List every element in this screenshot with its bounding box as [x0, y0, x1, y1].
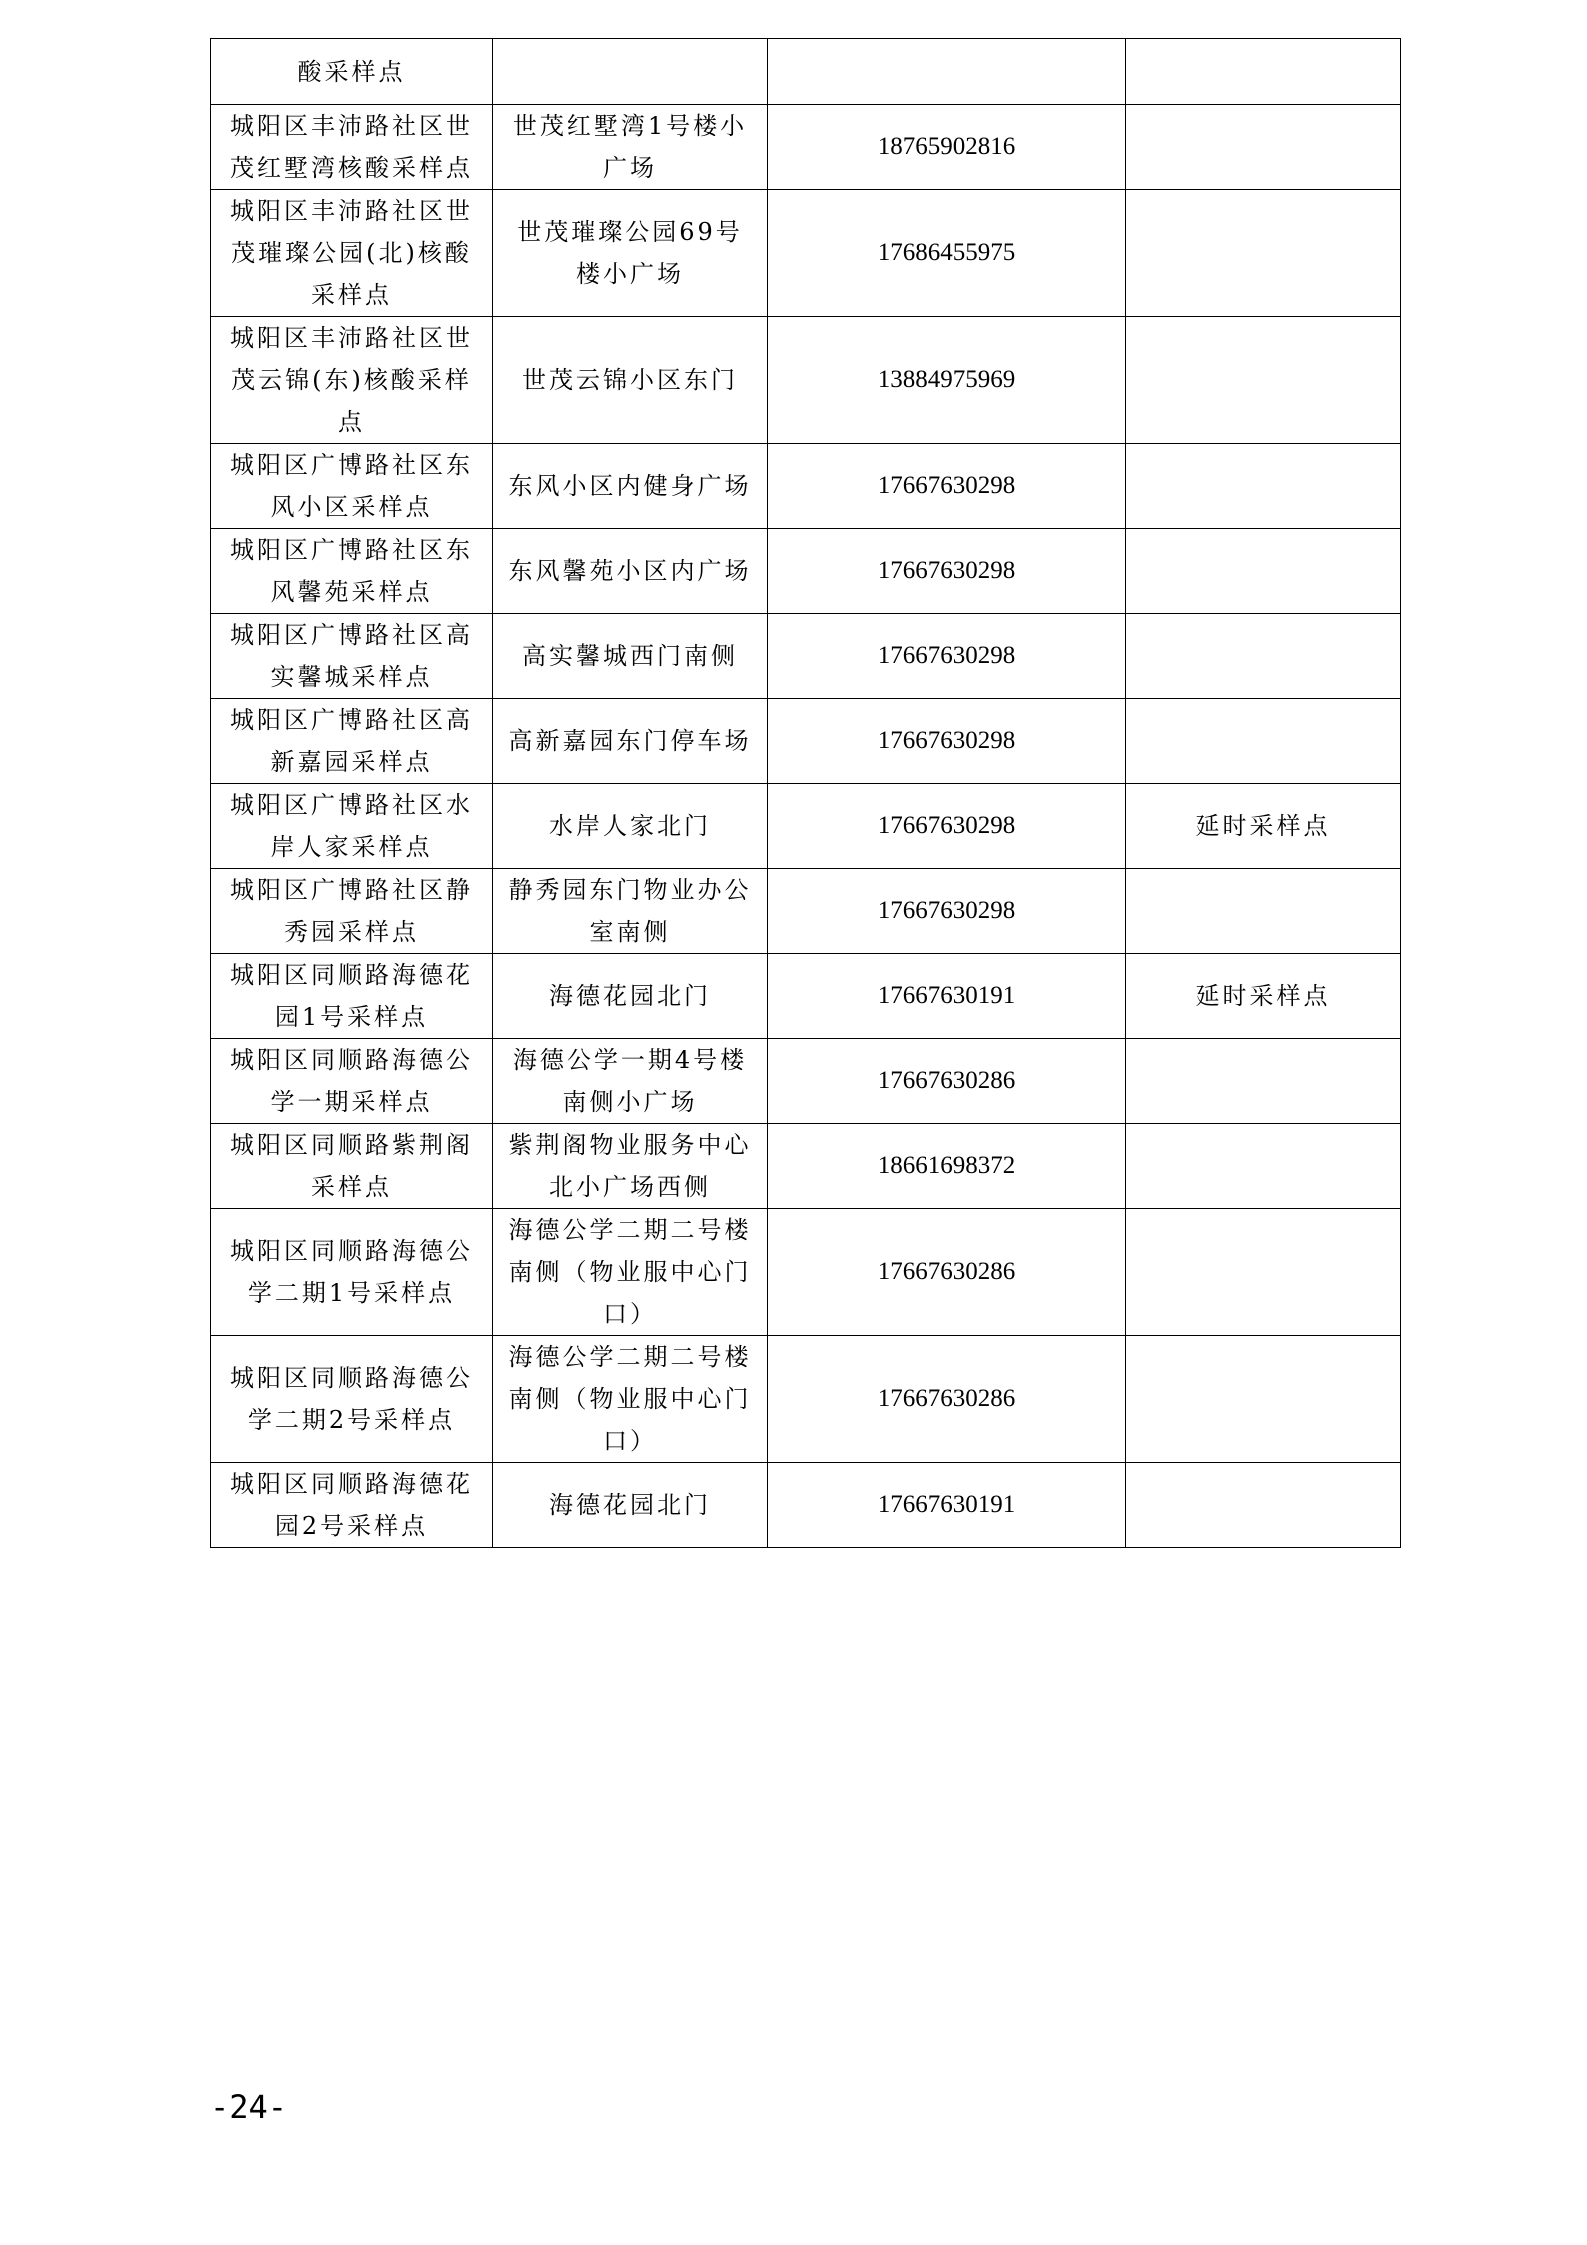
site-address-cell: 东风小区内健身广场 — [493, 444, 768, 529]
site-phone-cell: 17686455975 — [768, 190, 1126, 317]
site-phone-cell: 17667630298 — [768, 614, 1126, 699]
site-name-cell: 城阳区同顺路海德公学一期采样点 — [211, 1039, 493, 1124]
site-address-cell: 世茂红墅湾1号楼小广场 — [493, 105, 768, 190]
table-row — [211, 784, 1401, 869]
site-address-cell: 世茂璀璨公园69号楼小广场 — [493, 190, 768, 317]
table-row — [211, 1209, 1401, 1336]
site-phone-cell: 18765902816 — [768, 105, 1126, 190]
site-name-cell: 城阳区丰沛路社区世茂红墅湾核酸采样点 — [211, 105, 493, 190]
site-note-cell — [1126, 190, 1401, 317]
site-phone-cell: 17667630298 — [768, 444, 1126, 529]
site-address-cell: 紫荆阁物业服务中心北小广场西侧 — [493, 1124, 768, 1209]
site-name-cell: 城阳区广博路社区东风小区采样点 — [211, 444, 493, 529]
site-name-cell: 城阳区丰沛路社区世茂璀璨公园(北)核酸采样点 — [211, 190, 493, 317]
site-note-cell — [1126, 39, 1401, 105]
site-phone-cell: 17667630191 — [768, 1463, 1126, 1548]
page-number: -24- — [210, 2088, 288, 2126]
site-name-cell: 城阳区广博路社区高实馨城采样点 — [211, 614, 493, 699]
table-row — [211, 1336, 1401, 1463]
site-note-cell — [1126, 869, 1401, 954]
site-name-cell: 城阳区同顺路海德公学二期1号采样点 — [211, 1209, 493, 1336]
site-name-cell: 城阳区同顺路海德花园1号采样点 — [211, 954, 493, 1039]
site-name-cell: 城阳区同顺路海德公学二期2号采样点 — [211, 1336, 493, 1463]
site-name-cell: 城阳区丰沛路社区世茂云锦(东)核酸采样点 — [211, 317, 493, 444]
site-phone-cell — [768, 39, 1126, 105]
site-note-cell — [1126, 1336, 1401, 1463]
site-address-cell: 海德花园北门 — [493, 954, 768, 1039]
table-row — [211, 105, 1401, 190]
table-row — [211, 1039, 1401, 1124]
table-row — [211, 869, 1401, 954]
site-phone-cell: 13884975969 — [768, 317, 1126, 444]
site-phone-cell: 17667630298 — [768, 784, 1126, 869]
site-note-cell — [1126, 317, 1401, 444]
site-phone-cell: 17667630298 — [768, 699, 1126, 784]
site-phone-cell: 17667630286 — [768, 1336, 1126, 1463]
site-phone-cell: 17667630298 — [768, 869, 1126, 954]
table-row — [211, 699, 1401, 784]
site-phone-cell: 17667630286 — [768, 1209, 1126, 1336]
table-row — [211, 39, 1401, 105]
site-name-cell: 城阳区同顺路紫荆阁采样点 — [211, 1124, 493, 1209]
site-note-cell — [1126, 1124, 1401, 1209]
site-phone-cell: 17667630286 — [768, 1039, 1126, 1124]
site-address-cell: 东风馨苑小区内广场 — [493, 529, 768, 614]
site-address-cell: 海德花园北门 — [493, 1463, 768, 1548]
site-phone-cell: 17667630298 — [768, 529, 1126, 614]
site-address-cell: 海德公学二期二号楼南侧（物业服中心门口） — [493, 1336, 768, 1463]
site-note-cell — [1126, 699, 1401, 784]
sampling-sites-table — [210, 38, 1401, 1548]
site-name-cell: 酸采样点 — [211, 39, 493, 105]
site-name-cell: 城阳区广博路社区水岸人家采样点 — [211, 784, 493, 869]
site-note-cell: 延时采样点 — [1126, 954, 1401, 1039]
site-note-cell — [1126, 444, 1401, 529]
table-row — [211, 1463, 1401, 1548]
table-row — [211, 614, 1401, 699]
site-address-cell: 世茂云锦小区东门 — [493, 317, 768, 444]
site-address-cell — [493, 39, 768, 105]
site-name-cell: 城阳区广博路社区东风馨苑采样点 — [211, 529, 493, 614]
site-note-cell — [1126, 105, 1401, 190]
table-row — [211, 954, 1401, 1039]
site-phone-cell: 18661698372 — [768, 1124, 1126, 1209]
site-note-cell — [1126, 529, 1401, 614]
site-name-cell: 城阳区广博路社区静秀园采样点 — [211, 869, 493, 954]
table-row — [211, 1124, 1401, 1209]
site-note-cell: 延时采样点 — [1126, 784, 1401, 869]
site-address-cell: 静秀园东门物业办公室南侧 — [493, 869, 768, 954]
site-address-cell: 水岸人家北门 — [493, 784, 768, 869]
site-name-cell: 城阳区广博路社区高新嘉园采样点 — [211, 699, 493, 784]
table-row — [211, 529, 1401, 614]
site-note-cell — [1126, 1209, 1401, 1336]
site-note-cell — [1126, 1039, 1401, 1124]
site-address-cell: 海德公学一期4号楼南侧小广场 — [493, 1039, 768, 1124]
site-phone-cell: 17667630191 — [768, 954, 1126, 1039]
site-address-cell: 高实馨城西门南侧 — [493, 614, 768, 699]
table-row — [211, 190, 1401, 317]
table-row — [211, 444, 1401, 529]
site-address-cell: 海德公学二期二号楼南侧（物业服中心门口） — [493, 1209, 768, 1336]
table-row — [211, 317, 1401, 444]
site-address-cell: 高新嘉园东门停车场 — [493, 699, 768, 784]
site-note-cell — [1126, 1463, 1401, 1548]
site-note-cell — [1126, 614, 1401, 699]
site-name-cell: 城阳区同顺路海德花园2号采样点 — [211, 1463, 493, 1548]
